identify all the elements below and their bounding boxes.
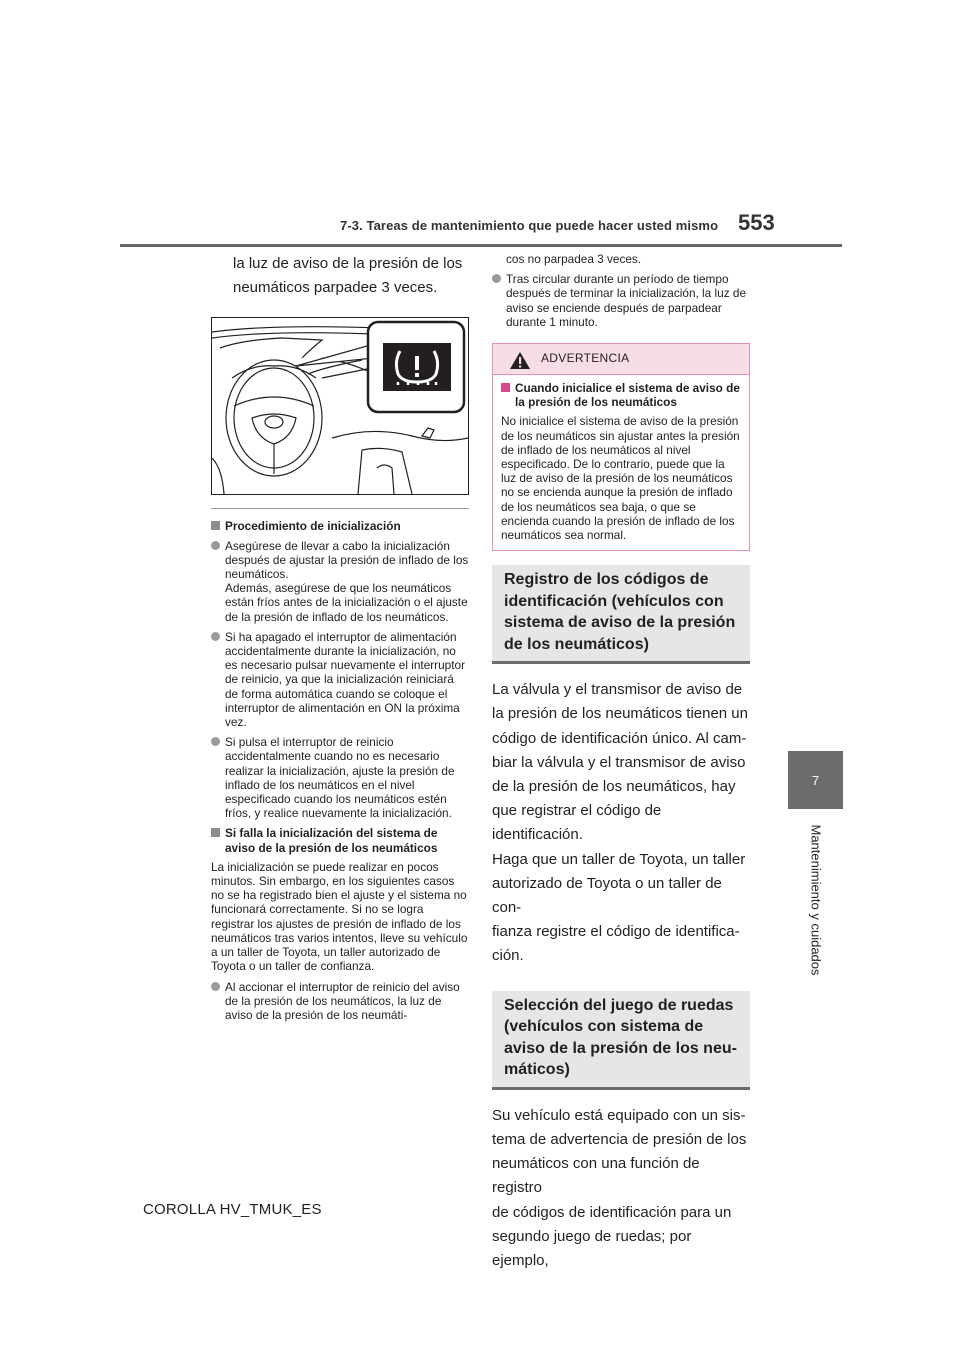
intro-line: neumáticos parpadee 3 veces.: [233, 279, 438, 297]
bullet-dot-icon: [211, 737, 220, 746]
warning-title: ADVERTENCIA: [541, 351, 630, 366]
bullet-item: [211, 539, 469, 624]
dashboard-drawing: [212, 318, 468, 494]
right-column: [492, 252, 750, 1273]
warning-box: [492, 343, 750, 551]
intro-line: la luz de aviso de la presión de los: [233, 255, 463, 272]
section-title-line: máticos): [504, 1061, 570, 1079]
fail-heading-text: Si falla la inicialización del sistema de aviso de la presión de los neumáticos: [225, 826, 438, 855]
bullet-dot-icon: [211, 632, 220, 641]
section-title-line: de los neumáticos): [504, 635, 649, 653]
chapter-number: 7: [811, 772, 820, 788]
bullet-item: [211, 630, 469, 729]
body-line: La válvula y el transmisor de aviso de: [492, 681, 743, 699]
body-line: biar la válvula y el transmisor de aviso: [492, 753, 746, 771]
section-title-line: Selección del juego de ruedas: [504, 996, 734, 1014]
body-line: Haga que un taller de Toyota, un taller: [492, 850, 746, 868]
section-title: 7-3. Tareas de mantenimiento que puede hacer usted mismo: [340, 218, 719, 233]
bullet-text: Al accionar el interruptor de reinicio del aviso de la presión de los neumáticos, la luz de aviso de la presión de los neumáti-: [225, 979, 460, 1022]
warning-header: [493, 344, 749, 375]
square-bullet-icon: [501, 383, 510, 392]
bullet-text-extra: Además, asegúrese de que los neumáticos están fríos antes de la inicialización o el ajuste de la presión de inflado de los neumáticos.: [225, 581, 468, 624]
body-line: que registrar el código de identificación.: [492, 802, 662, 844]
left-column: [211, 252, 469, 1028]
body-line: neumáticos con una función de registro: [492, 1155, 700, 1197]
section-body-registration: [492, 678, 750, 968]
fail-text: La inicialización se puede realizar en pocos minutos. Sin embargo, en los siguientes casos no se ha registrado bien el ajuste y el sistema no funcionará correctamente. Si no se logra registrar los ajustes de presión de inflado de los neumáticos tras varios intentos, lleve su vehículo a un taller de Toyota, un taller autorizado de Toyota o un taller de confianza.: [211, 859, 468, 974]
section-title-line: sistema de aviso de la presión: [504, 614, 736, 632]
body-line: segundo juego de ruedas; por ejemplo,: [492, 1227, 692, 1269]
bullet-item: [211, 735, 469, 820]
section-title-line: aviso de la presión de los neu-: [504, 1039, 737, 1057]
bullet-text: Si pulsa el interruptor de reinicio accidentalmente cuando no es necesario realizar la inicialización, ajuste la presión de inflado de los neumáticos en el nivel especificado cuando los neumáticos estén fríos, y realice nuevamente la inicialización.: [225, 735, 455, 821]
body-line: autorizado de Toyota o un taller de con-: [492, 874, 722, 917]
section-heading-wheel-set: [492, 991, 750, 1090]
continuation-text: cos no parpadea 3 veces.: [506, 252, 642, 266]
page-number: 553: [738, 210, 775, 235]
bullet-text: Asegúrese de llevar a cabo la inicialización después de ajustar la presión de inflado de los neumáticos.: [225, 538, 469, 582]
bullet-dot-icon: [211, 541, 220, 550]
bullet-item: [492, 272, 750, 329]
chapter-label: Mantenimiento y cuidados: [808, 824, 824, 976]
bullet-item: [211, 980, 469, 1023]
intro-text: [211, 252, 469, 300]
figure-divider: [211, 508, 469, 509]
body-line: de la presión de los neumáticos, hay: [492, 778, 736, 796]
section-title-line: (vehículos con sistema de: [504, 1018, 704, 1036]
body-line: la presión de los neumáticos tienen un: [492, 705, 748, 723]
warning-heading: [501, 381, 741, 409]
square-bullet-icon: [211, 828, 220, 837]
section-title-line: Registro de los códigos de: [504, 571, 709, 589]
section-heading-registration: [492, 565, 750, 664]
section-body-wheel-set: [492, 1104, 750, 1273]
bullet-dot-icon: [492, 274, 501, 283]
body-line: ción.: [492, 947, 524, 965]
section-title-line: identificación (vehículos con: [504, 592, 724, 610]
warning-heading-text: Cuando inicialice el sistema de aviso de la presión de los neumáticos: [515, 381, 740, 410]
chapter-tab: [788, 751, 843, 809]
procedure-heading-text: Procedimiento de inicialización: [225, 519, 401, 534]
bullet-text: Si ha apagado el interruptor de alimentación accidentalmente durante la inicialización, no es necesario pulsar nuevamente el interruptor de reinicio, ya que la inicialización reiniciará de forma automática cuando se coloque el interruptor de alimentación en ON la próxima vez.: [225, 629, 466, 730]
header-rule: [120, 244, 842, 247]
chapter-label-box: [776, 820, 856, 980]
square-bullet-icon: [211, 521, 220, 530]
dashboard-illustration: [211, 317, 469, 495]
bullet-text: Tras circular durante un período de tiempo después de terminar la inicialización, la luz de aviso se enciende después de parpadear durante 1 minuto.: [506, 272, 746, 329]
warning-triangle-icon: [509, 351, 531, 370]
body-line: fianza registre el código de identifica-: [492, 923, 740, 941]
body-line: código de identificación único. Al cam-: [492, 729, 747, 747]
fail-heading: [211, 826, 469, 854]
warning-body: [493, 375, 749, 550]
warning-text: No inicialice el sistema de aviso de la presión de los neumáticos sin ajustar antes la presión de inflado de los neumáticos al nivel especificado. De lo contrario, puede que la luz de aviso de la presión de los neumáticos no se encienda aunque la presión de inflado de los neumáticos sea baja, o que se encienda cuando la presión de inflado de los neumáticos sea normal.: [501, 414, 740, 543]
body-line: de códigos de identificación para un: [492, 1203, 732, 1221]
bullet-dot-icon: [211, 982, 220, 991]
body-line: Su vehículo está equipado con un sis-: [492, 1106, 746, 1124]
procedure-heading: [211, 519, 469, 533]
body-line: tema de advertencia de presión de los: [492, 1130, 747, 1148]
footer-model: COROLLA HV_TMUK_ES: [143, 1201, 322, 1218]
